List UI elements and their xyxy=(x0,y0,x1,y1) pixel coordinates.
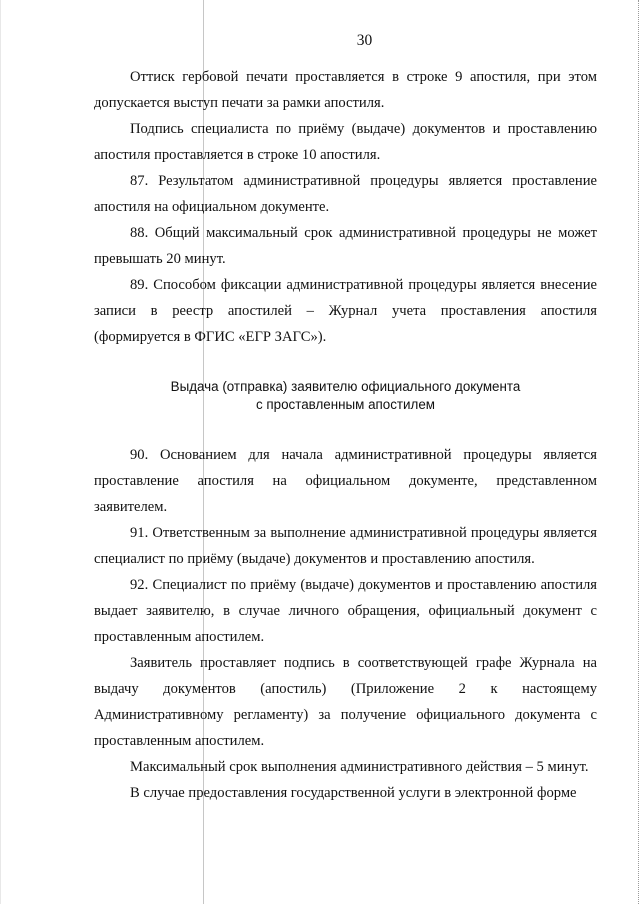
section-heading-line-2: с проставленным апостилем xyxy=(255,397,435,412)
paragraph-applicant-signature: Заявитель проставляет подпись в соответствующей графе Журнала на выдачу документов (апостиль) (Приложение 2 к настоящему Административному регламенту) за получение официального документа с проставленным апостилем. xyxy=(94,655,597,749)
paragraph-87-result: 87. Результатом административной процедуры является проставление апостиля на официальном документе. xyxy=(94,173,597,215)
document-body xyxy=(94,64,597,806)
section-heading xyxy=(94,378,597,414)
paragraph-92-issue: 92. Специалист по приёму (выдаче) документов и проставлению апостиля выдает заявителю, в случае личного обращения, официальный документ с проставленным апостилем. xyxy=(94,577,597,645)
section-heading-line-1: Выдача (отправка) заявителю официального документа xyxy=(170,379,521,394)
paragraph-88-max-time: 88. Общий максимальный срок административной процедуры не может превышать 20 минут. xyxy=(94,225,597,267)
paragraph-specialist-signature: Подпись специалиста по приёму (выдаче) документов и проставлению апостиля проставляется в строке 10 апостиля. xyxy=(94,121,597,163)
paragraph-91-responsible: 91. Ответственным за выполнение административной процедуры является специалист по приёму (выдаче) документов и проставлению апостиля. xyxy=(94,525,597,567)
paragraph-90-basis: 90. Основанием для начала административной процедуры является проставление апостиля на официальном документе, представленном заявителем. xyxy=(94,447,597,515)
paragraph-electronic-form: В случае предоставления государственной услуги в электронной форме xyxy=(130,785,577,801)
paragraph-89-recording: 89. Способом фиксации административной процедуры является внесение записи в реестр апостилей – Журнал учета проставления апостиля (формируется в ФГИС «ЕГР ЗАГС»). xyxy=(94,277,597,345)
paragraph-stamp-placement: Оттиск гербовой печати проставляется в строке 9 апостиля, при этом допускается выступ печати за рамки апостиля. xyxy=(94,69,597,111)
paragraph-action-duration: Максимальный срок выполнения административного действия – 5 минут. xyxy=(130,759,589,775)
page-left-edge xyxy=(0,0,1,904)
page-right-edge xyxy=(637,0,639,904)
page-number: 30 xyxy=(356,32,373,49)
